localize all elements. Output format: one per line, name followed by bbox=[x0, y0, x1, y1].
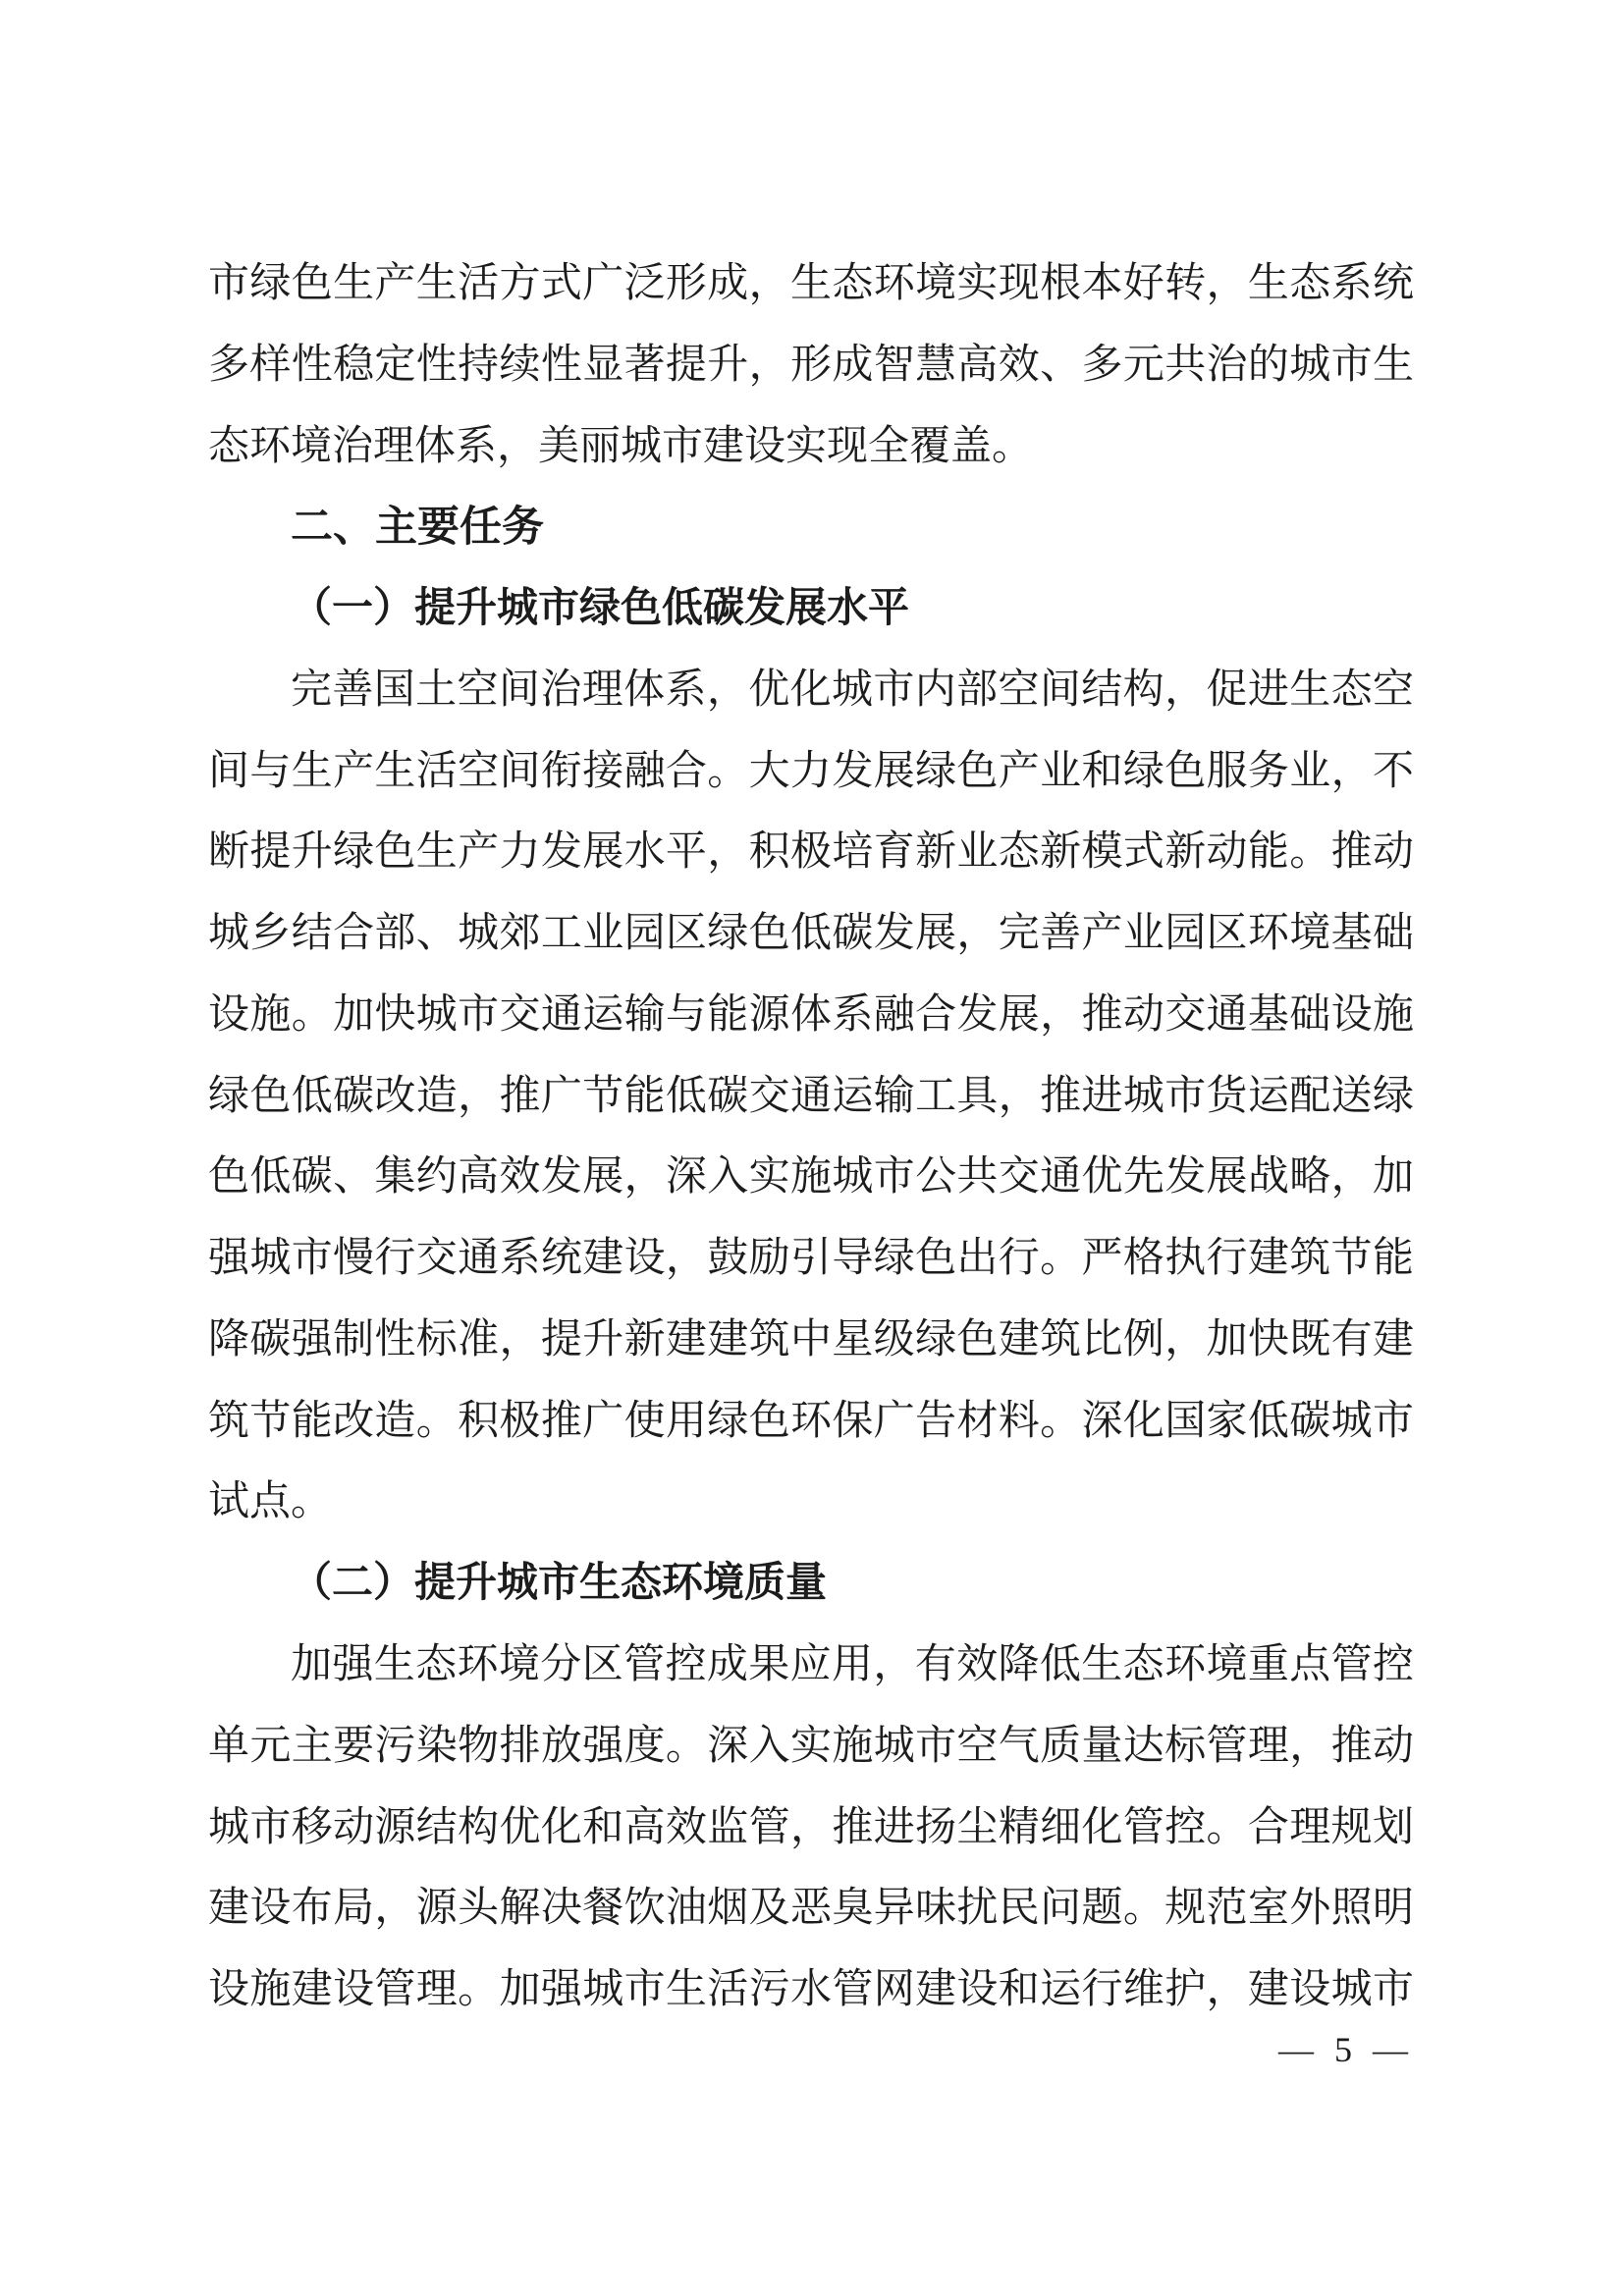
text-line: 断提升绿色生产力发展水平，积极培育新业态新模式新动能。推动 bbox=[208, 829, 1414, 876]
text-line: 多样性稳定性持续性显著提升，形成智慧高效、多元共治的城市生 bbox=[208, 342, 1414, 388]
text-line: 单元主要污染物排放强度。深入实施城市空气质量达标管理，推动 bbox=[208, 1723, 1414, 1769]
text-line: 城乡结合部、城郊工业园区绿色低碳发展，完善产业园区环境基础 bbox=[208, 911, 1414, 957]
text-line: 设施建设管理。加强城市生活污水管网建设和运行维护，建设城市 bbox=[208, 1967, 1414, 2013]
text-line: 强城市慢行交通系统建设，鼓励引导绿色出行。严格执行建筑节能 bbox=[208, 1236, 1414, 1282]
subsection-heading-eco-environment-quality: （二）提升城市生态环境质量 bbox=[291, 1561, 828, 1607]
text-line: 间与生产生活空间衔接融合。大力发展绿色产业和绿色服务业，不 bbox=[208, 748, 1414, 794]
document-body bbox=[208, 243, 1414, 2031]
text-line: 加强生态环境分区管控成果应用，有效降低生态环境重点管控 bbox=[291, 1642, 1414, 1688]
text-line: 完善国土空间治理体系，优化城市内部空间结构，促进生态空 bbox=[291, 667, 1414, 713]
text-line: 设施。加快城市交通运输与能源体系融合发展，推动交通基础设施 bbox=[208, 991, 1414, 1038]
text-line: 绿色低碳改造，推广节能低碳交通运输工具，推进城市货运配送绿 bbox=[208, 1073, 1414, 1119]
text-line: 试点。 bbox=[208, 1479, 333, 1525]
text-line: 筑节能改造。积极推广使用绿色环保广告材料。深化国家低碳城市 bbox=[208, 1398, 1414, 1444]
text-line: 降碳强制性标准，提升新建建筑中星级绿色建筑比例，加快既有建 bbox=[208, 1316, 1414, 1362]
text-line: 态环境治理体系，美丽城市建设实现全覆盖。 bbox=[208, 423, 1034, 469]
text-line: 建设布局，源头解决餐饮油烟及恶臭异味扰民问题。规范室外照明 bbox=[208, 1886, 1414, 1932]
text-line: 市绿色生产生活方式广泛形成，生态环境实现根本好转，生态系统 bbox=[208, 261, 1414, 306]
section-heading-main-tasks: 二、主要任务 bbox=[291, 504, 544, 552]
page-number: — 5 — bbox=[1278, 2030, 1414, 2069]
subsection-heading-green-low-carbon: （一）提升城市绿色低碳发展水平 bbox=[291, 586, 910, 632]
text-line: 色低碳、集约高效发展，深入实施城市公共交通优先发展战略，加 bbox=[208, 1154, 1414, 1201]
text-line: 城市移动源结构优化和高效监管，推进扬尘精细化管控。合理规划 bbox=[208, 1804, 1414, 1850]
